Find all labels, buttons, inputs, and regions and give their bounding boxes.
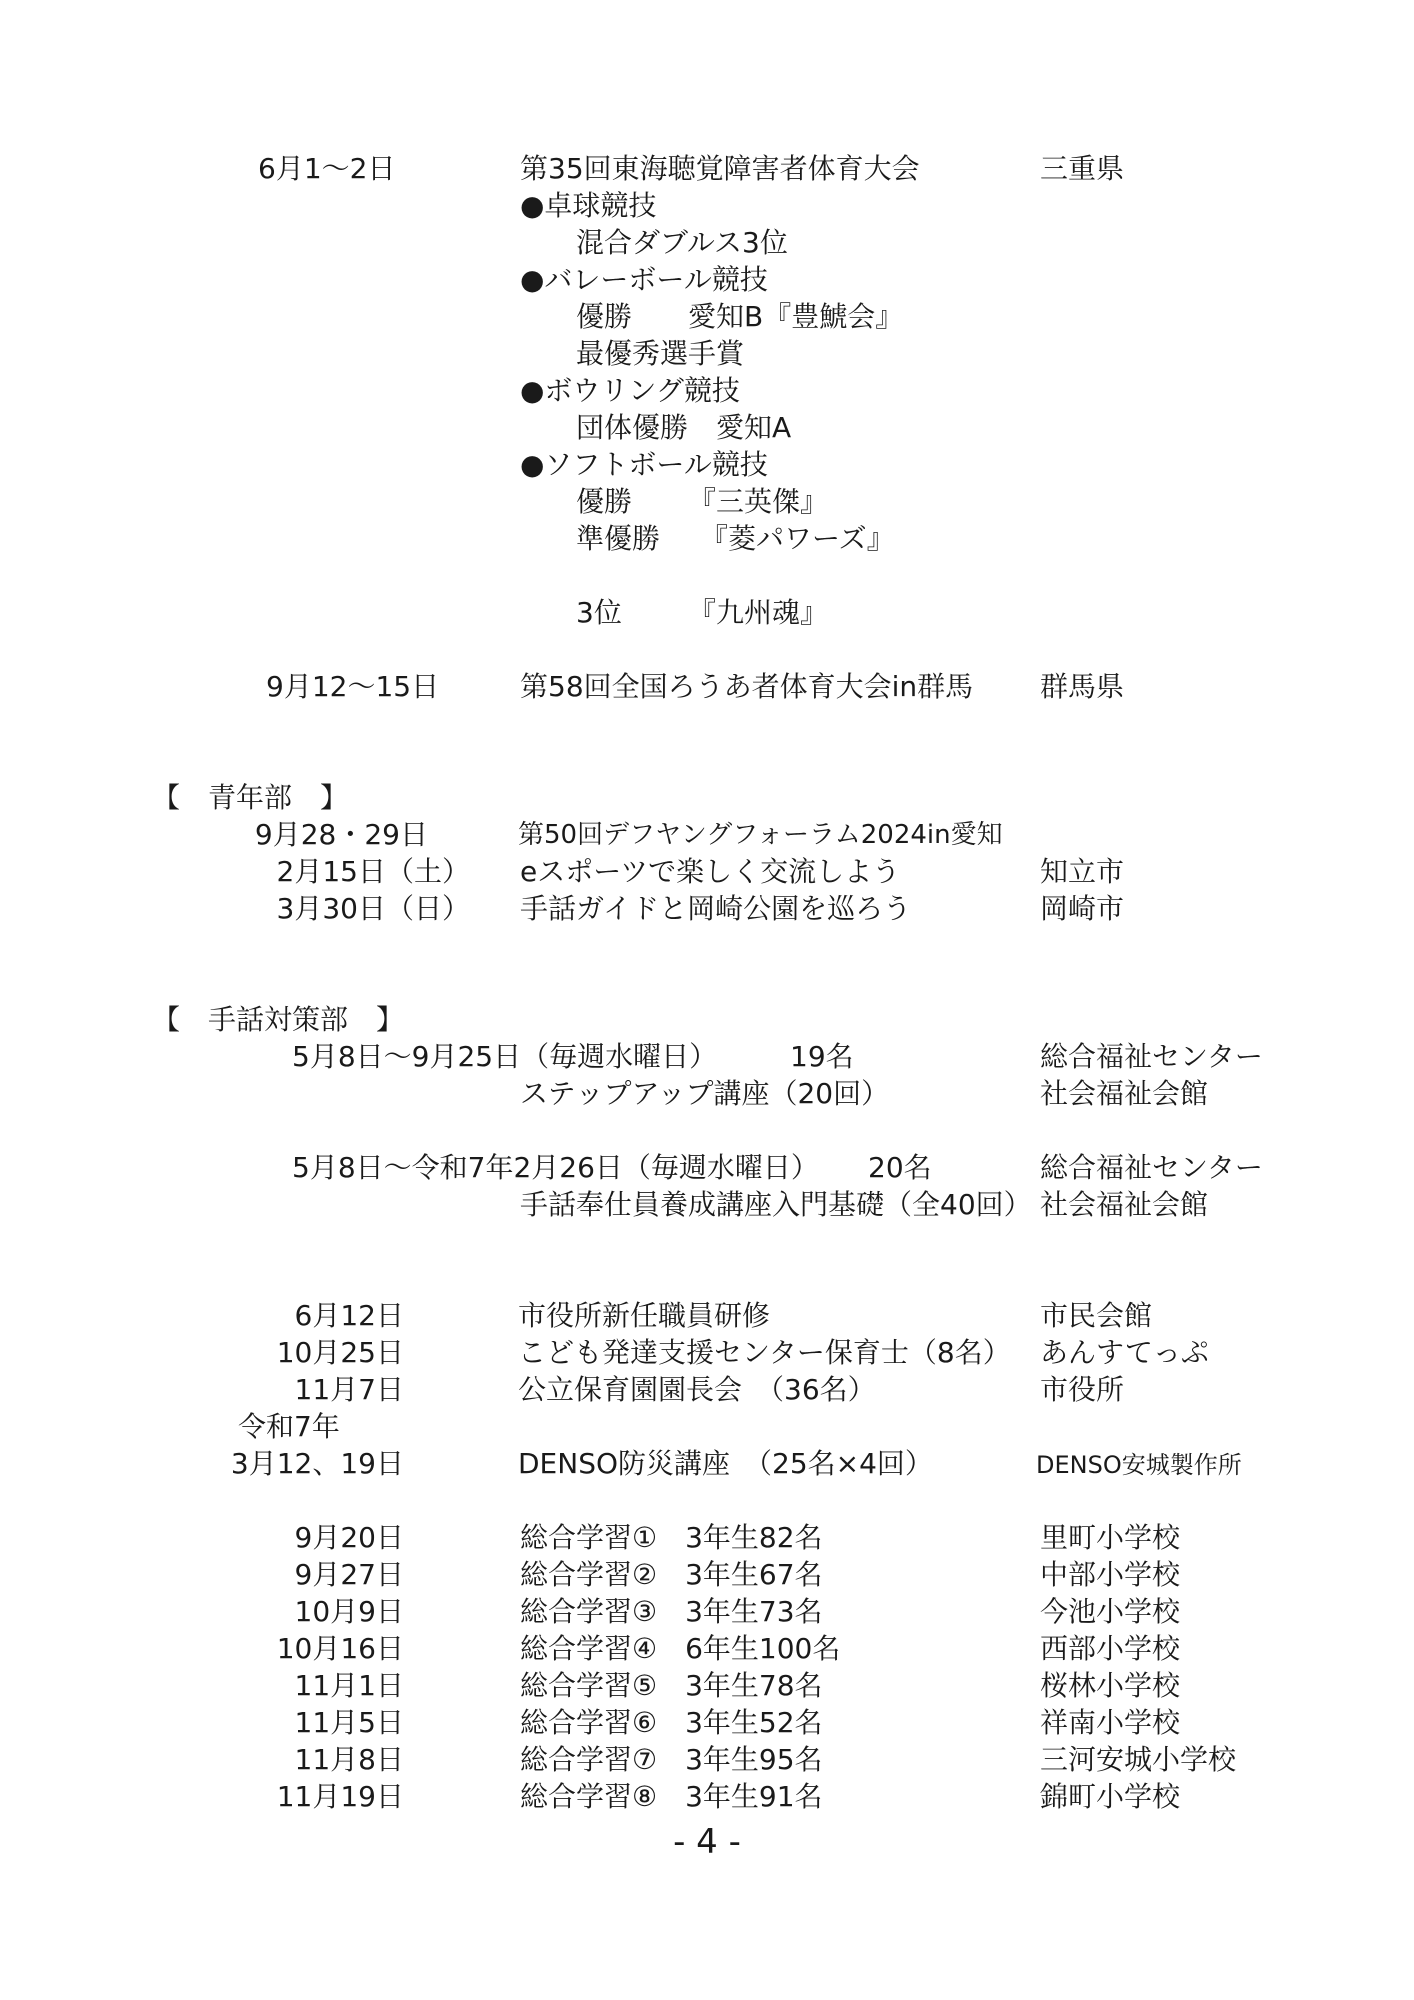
- training-2-date: 10月25日: [276, 1336, 404, 1369]
- course-2-place-1: 総合福祉センター: [1040, 1151, 1263, 1184]
- sign-heading: 【 手話対策部 】: [152, 1003, 405, 1036]
- training-1-place: 市民会館: [1040, 1299, 1153, 1332]
- youth-row-3-date: 3月30日（日）: [276, 892, 470, 925]
- softball-result-3-team: 『九州魂』: [688, 596, 829, 629]
- school-7-text: 総合学習⑦ 3年生95名: [520, 1743, 823, 1776]
- softball-result-1-label: 優勝: [576, 485, 633, 518]
- volleyball-result-team: 愛知B『豊鯱会』: [688, 300, 904, 333]
- course-2-count: 20名: [868, 1151, 932, 1184]
- training-1-text: 市役所新任職員研修: [518, 1299, 771, 1332]
- school-1-place: 里町小学校: [1040, 1521, 1181, 1554]
- page-number: - 4 -: [673, 1822, 741, 1862]
- table-tennis-result: 混合ダブルス3位: [576, 226, 788, 259]
- course-1-title: ステップアップ講座（20回）: [520, 1077, 890, 1110]
- course-2-place-2: 社会福祉会館: [1040, 1188, 1209, 1221]
- school-2-place: 中部小学校: [1040, 1558, 1181, 1591]
- course-1-period: 5月8日～9月25日（毎週水曜日）: [292, 1040, 718, 1073]
- school-2-text: 総合学習② 3年生67名: [520, 1558, 823, 1591]
- bowling-result-team: 愛知A: [716, 411, 792, 444]
- school-3-place: 今池小学校: [1040, 1595, 1181, 1628]
- tokai-date: 6月1～2日: [258, 152, 396, 185]
- training-2-place: あんすてっぷ: [1040, 1336, 1209, 1369]
- youth-row-3-place: 岡崎市: [1040, 892, 1125, 925]
- school-4-date: 10月16日: [276, 1632, 404, 1665]
- volleyball-mvp: 最優秀選手賞: [576, 337, 745, 370]
- national-place: 群馬県: [1040, 670, 1125, 703]
- course-1-place-1: 総合福祉センター: [1040, 1040, 1263, 1073]
- school-8-text: 総合学習⑧ 3年生91名: [520, 1780, 823, 1813]
- school-5-date: 11月1日: [294, 1669, 404, 1702]
- softball-result-1-team: 『三英傑』: [688, 485, 829, 518]
- denso-place: DENSO安城製作所: [1036, 1451, 1242, 1479]
- school-2-date: 9月27日: [294, 1558, 404, 1591]
- training-1-date: 6月12日: [294, 1299, 404, 1332]
- national-title: 第58回全国ろうあ者体育大会in群馬: [520, 670, 974, 703]
- school-4-text: 総合学習④ 6年生100名: [520, 1632, 841, 1665]
- training-3-text: 公立保育園園長会 （36名）: [518, 1373, 876, 1406]
- tokai-title: 第35回東海聴覚障害者体育大会: [520, 152, 920, 185]
- school-5-text: 総合学習⑤ 3年生78名: [520, 1669, 823, 1702]
- youth-row-3-text: 手話ガイドと岡崎公園を巡ろう: [520, 892, 912, 925]
- school-6-text: 総合学習⑥ 3年生52名: [520, 1706, 823, 1739]
- school-8-date: 11月19日: [276, 1780, 404, 1813]
- bowling-heading: ●ボウリング競技: [520, 374, 740, 407]
- volleyball-heading: ●バレーボール競技: [520, 263, 768, 296]
- youth-row-2-date: 2月15日（土）: [276, 855, 470, 888]
- school-6-date: 11月5日: [294, 1706, 404, 1739]
- youth-heading: 【 青年部 】: [152, 781, 349, 814]
- school-7-date: 11月8日: [294, 1743, 404, 1776]
- school-3-text: 総合学習③ 3年生73名: [520, 1595, 823, 1628]
- softball-result-3-label: 3位: [576, 596, 622, 629]
- school-7-place: 三河安城小学校: [1040, 1743, 1237, 1776]
- bowling-result-label: 団体優勝: [576, 411, 689, 444]
- tokai-place: 三重県: [1040, 152, 1125, 185]
- youth-row-1-text: 第50回デフヤングフォーラム2024in愛知: [518, 820, 1003, 850]
- training-3-place: 市役所: [1040, 1373, 1125, 1406]
- course-1-place-2: 社会福祉会館: [1040, 1077, 1209, 1110]
- table-tennis-heading: ●卓球競技: [520, 189, 657, 222]
- denso-text: DENSO防災講座 （25名×4回）: [518, 1447, 933, 1480]
- denso-date: 3月12、19日: [230, 1447, 404, 1480]
- school-8-place: 錦町小学校: [1040, 1780, 1181, 1813]
- softball-heading: ●ソフトボール競技: [520, 448, 768, 481]
- training-3-date: 11月7日: [294, 1373, 404, 1406]
- school-6-place: 祥南小学校: [1040, 1706, 1181, 1739]
- school-1-text: 総合学習① 3年生82名: [520, 1521, 823, 1554]
- course-2-title: 手話奉仕員養成講座入門基礎（全40回）: [520, 1188, 1032, 1221]
- youth-row-2-text: eスポーツで楽しく交流しよう: [520, 855, 901, 888]
- softball-result-2-label: 準優勝: [576, 522, 661, 555]
- school-3-date: 10月9日: [294, 1595, 404, 1628]
- youth-row-1-date: 9月28・29日: [254, 818, 428, 851]
- volleyball-result-label: 優勝: [576, 300, 633, 333]
- softball-result-2-team: 『菱パワーズ』: [700, 522, 895, 555]
- youth-row-2-place: 知立市: [1040, 855, 1125, 888]
- training-2-text: こども発達支援センター保育士（8名）: [518, 1336, 1011, 1369]
- school-5-place: 桜林小学校: [1040, 1669, 1181, 1702]
- course-1-count: 19名: [790, 1040, 854, 1073]
- national-date: 9月12～15日: [266, 670, 440, 703]
- school-1-date: 9月20日: [294, 1521, 404, 1554]
- course-2-period: 5月8日～令和7年2月26日（毎週水曜日）: [292, 1151, 819, 1184]
- era-label: 令和7年: [238, 1410, 340, 1443]
- school-4-place: 西部小学校: [1040, 1632, 1181, 1665]
